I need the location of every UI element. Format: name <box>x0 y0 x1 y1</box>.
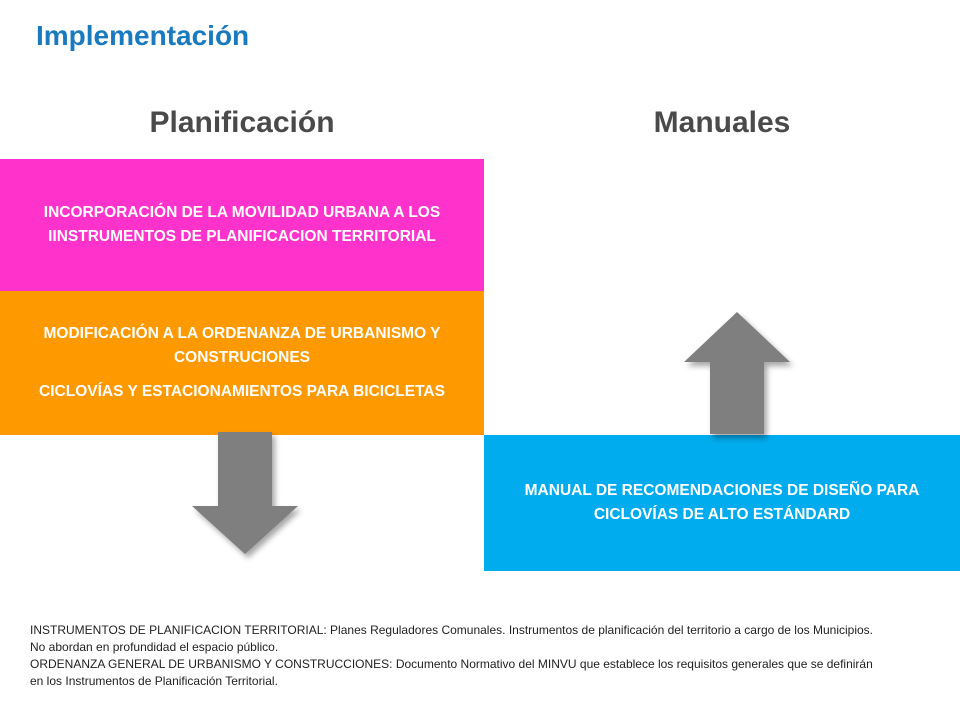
up-arrow-shape <box>684 312 790 434</box>
down-arrow-icon <box>190 432 302 558</box>
ordenanza-text: MODIFICACIÓN A LA ORDENANZA DE URBANISMO Y CONSTRUCIONES <box>43 325 441 366</box>
footnote-instrumentos: INSTRUMENTOS DE PLANIFICACION TERRITORIAL: Planes Reguladores Comunales. Instrumentos de planificación del territorio a cargo de los Municipios. No abordan en profundidad el espacio público. <box>30 623 873 654</box>
ciclovias-estacionamientos-text: CICLOVÍAS Y ESTACIONAMIENTOS PARA BICICLETAS <box>39 383 445 400</box>
page-title: Implementación <box>36 20 250 51</box>
footnote <box>30 622 880 690</box>
ordenanza-box <box>0 291 484 435</box>
manuales-heading: Manuales <box>653 106 791 139</box>
manual-box <box>484 435 960 571</box>
down-arrow-shape <box>192 432 298 554</box>
up-arrow-icon <box>682 310 794 436</box>
planificacion-heading: Planificación <box>149 106 335 139</box>
movilidad-urbana-text: INCORPORACIÓN DE LA MOVILIDAD URBANA A LOS IINSTRUMENTOS DE PLANIFICACION TERRITORIAL <box>43 204 441 245</box>
footnote-ordenanza: ORDENANZA GENERAL DE URBANISMO Y CONSTRUCCIONES: Documento Normativo del MINVU que establece los requisitos generales que se definirán en los Instrumentos de Planificación Territorial. <box>30 657 873 688</box>
manual-text: MANUAL DE RECOMENDACIONES DE DISEÑO PARA CICLOVÍAS DE ALTO ESTÁNDARD <box>524 482 920 523</box>
movilidad-urbana-box <box>0 159 484 291</box>
